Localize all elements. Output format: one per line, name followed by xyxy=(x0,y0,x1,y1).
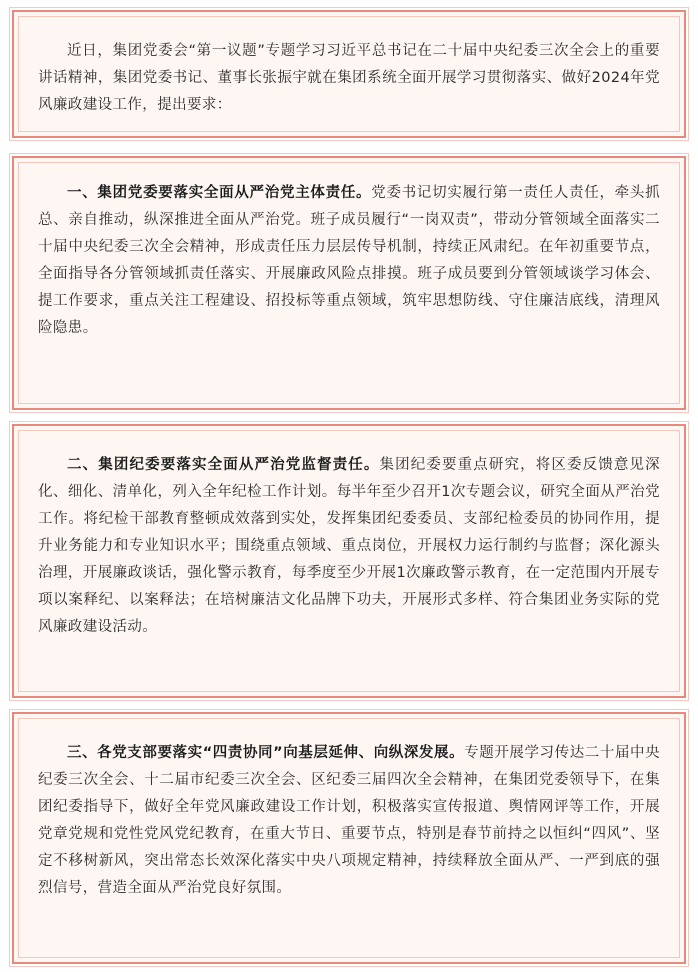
section-3-body: 专题开展学习传达二十届中央纪委三次全会、十二届市纪委三次全会、区纪委三届四次全会精神，在集团党委领导下，在集团纪委指导下，做好全年党风廉政建设工作计划，积极落实宣传报道、舆情网评等工作，开展党章党规和党性党风党纪教育，在重大节日、重要节点，特别是春节前持之以恒纠“四风”、坚定不移树新风，突出常态长效深化落实中央八项规定精神，持续释放全面从严、一严到底的强烈信号，营造全面从严治党良好氛围。 xyxy=(38,745,661,896)
section-1-paragraph xyxy=(38,180,660,342)
section-3-paragraph xyxy=(38,740,660,902)
section-1-heading: 一、集团党委要落实全面从严治党主体责任。 xyxy=(67,185,372,201)
section-1-body: 党委书记切实履行第一责任人责任，牵头抓总、亲自推动，纵深推进全面从严治党。班子成员履行“一岗双责”，带动分管领域全面落实二十届中央纪委三次全会精神，形成责任压力层层传导机制，持续正风肃纪。在年初重要节点，全面指导各分管领域抓责任落实、开展廉政风险点排摸。班子成员要到分管领域谈学习体会、提工作要求，重点关注工程建设、招投标等重点领域，筑牢思想防线、守住廉洁底线，清理风险隐患。 xyxy=(38,185,660,336)
section-3-box xyxy=(12,712,686,964)
section-2-paragraph xyxy=(38,452,660,641)
intro-paragraph xyxy=(38,38,660,119)
section-3-heading: 三、各党支部要落实“四责协同”向基层延伸、向纵深发展。 xyxy=(67,745,465,761)
section-2-body: 集团纪委要重点研究，将区委反馈意见深化、细化、清单化，列入全年纪检工作计划。每半年至少召开1次专题会议，研究全面从严治党工作。将纪检干部教育整顿成效落到实处，发挥集团纪委委员、支部纪检委员的协同作用，提升业务能力和专业知识水平；围绕重点领域、重点岗位，开展权力运行制约与监督；深化源头治理，开展廉政谈话，强化警示教育，每季度至少开展1次廉政警示教育，在一定范围内开展专项以案释纪、以案释法；在培树廉洁文化品牌下功夫，开展形式多样、符合集团业务实际的党风廉政建设活动。 xyxy=(38,457,660,635)
intro-text: 近日，集团党委会“第一议题”专题学习习近平总书记在二十届中央纪委三次全会上的重要讲话精神，集团党委书记、董事长张振宇就在集团系统全面开展学习贯彻落实、做好2024年党风廉政建设工作，提出要求： xyxy=(38,43,660,113)
intro-box xyxy=(12,10,686,138)
section-1-box xyxy=(12,156,686,410)
section-2-heading: 二、集团纪委要落实全面从严治党监督责任。 xyxy=(67,457,380,473)
section-2-box xyxy=(12,424,686,698)
